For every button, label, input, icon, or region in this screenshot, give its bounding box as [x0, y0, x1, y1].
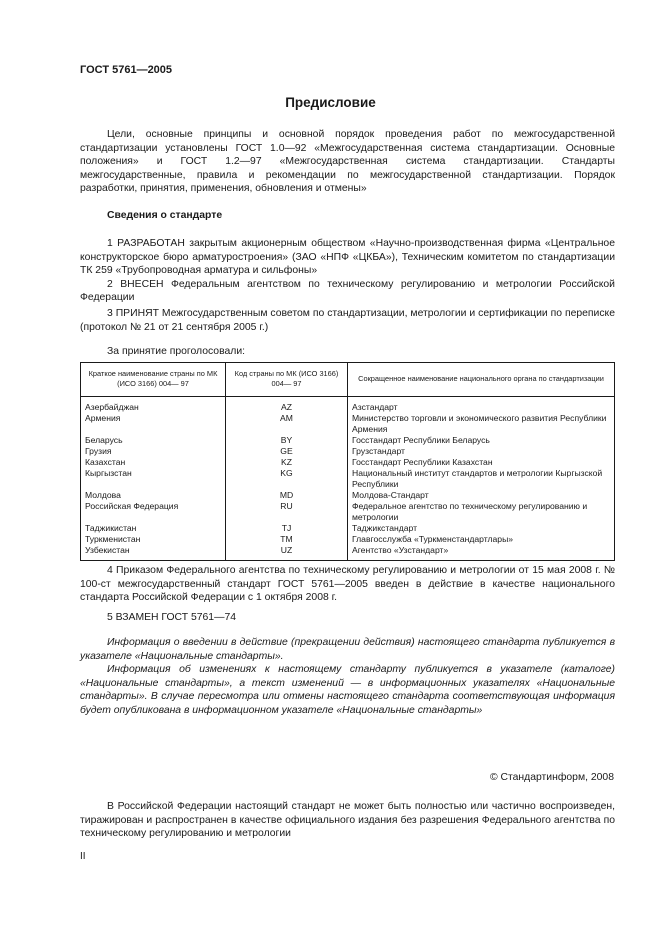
table-row — [81, 413, 615, 435]
country-cell: Казахстан — [81, 457, 226, 468]
table-row — [81, 435, 615, 446]
table-row — [81, 457, 615, 468]
section-heading: Сведения о стандарте — [107, 210, 223, 221]
item-4: 4 Приказом Федерального агентства по техническому регулированию и метрологии от 15 мая 2008 г. № 100-ст межгосударственный стандарт ГОСТ 5761—2005 введен в действие в качестве национального стандарта Российской Федерации с 1 октября 2008 г. — [80, 565, 615, 604]
table-row — [81, 446, 615, 457]
org-cell: Федеральное агентство по техническому регулированию и метрологии — [348, 501, 615, 523]
code-cell: MD — [226, 490, 348, 501]
standard-code-header: ГОСТ 5761—2005 — [80, 64, 173, 76]
table-row — [81, 545, 615, 561]
table-row — [81, 523, 615, 534]
country-cell: Кыргызстан — [81, 468, 226, 490]
org-cell: Таджикстандарт — [348, 523, 615, 534]
org-cell: Главгосслужба «Туркменстандартлары» — [348, 534, 615, 545]
voting-table — [80, 362, 615, 561]
table-header-row — [81, 363, 615, 397]
org-cell: Агентство «Узстандарт» — [348, 545, 615, 561]
country-cell: Армения — [81, 413, 226, 435]
code-cell: BY — [226, 435, 348, 446]
item-2: 2 ВНЕСЕН Федеральным агентством по техническому регулированию и метрологии Российской Федерации — [80, 278, 615, 304]
intro-paragraph: Цели, основные принципы и основной порядок проведения работ по межгосударственной стандартизации установлены ГОСТ 1.0—92 «Межгосударственная система стандартизации. Основные положения» и ГОСТ 1.2—97 «Межгосударственная система стандартизации. Стандарты межгосударственные, правила и рекомендации по межгосударственной стандартизации. Порядок разработки, принятия, применения, обновления и отмены» — [80, 129, 615, 195]
org-cell: Азстандарт — [348, 397, 615, 414]
page-number: II — [80, 851, 86, 862]
copyright: © Стандартинформ, 2008 — [489, 772, 614, 783]
column-header-country: Краткое наименование страны по МК (ИСО 3166) 004— 97 — [81, 363, 226, 397]
page-title: Предисловие — [285, 95, 376, 110]
code-cell: KG — [226, 468, 348, 490]
code-cell: KZ — [226, 457, 348, 468]
code-cell: RU — [226, 501, 348, 523]
items-block — [80, 237, 615, 334]
column-header-code: Код страны по МК (ИСО 3166) 004— 97 — [226, 363, 348, 397]
country-cell: Российская Федерация — [81, 501, 226, 523]
org-cell: Молдова-Стандарт — [348, 490, 615, 501]
table-row — [81, 490, 615, 501]
item-1: 1 РАЗРАБОТАН закрытым акционерным обществом «Научно-производственная фирма «Центральное конструкторское бюро арматуростроения» (ЗАО «НПФ «ЦКБА»), Техническим комитетом по стандартизации ТК 259 «Трубопроводная арматура и сильфоны» — [80, 238, 615, 277]
country-cell: Молдова — [81, 490, 226, 501]
org-cell: Национальный институт стандартов и метрологии Кыргызской Республики — [348, 468, 615, 490]
country-cell: Узбекистан — [81, 545, 226, 561]
code-cell: GE — [226, 446, 348, 457]
code-cell: AZ — [226, 397, 348, 414]
org-cell: Министерство торговли и экономического развития Республики Армения — [348, 413, 615, 435]
code-cell: TM — [226, 534, 348, 545]
country-cell: Азербайджан — [81, 397, 226, 414]
code-cell: AM — [226, 413, 348, 435]
item-5: 5 ВЗАМЕН ГОСТ 5761—74 — [107, 612, 237, 623]
column-header-org: Сокращенное наименование национального органа по стандартизации — [348, 363, 615, 397]
item-3: 3 ПРИНЯТ Межгосударственным советом по стандартизации, метрологии и сертификации по переписке (протокол № 21 от 21 сентября 2005 г.) — [80, 307, 615, 333]
org-cell: Госстандарт Республики Казахстан — [348, 457, 615, 468]
table-row — [81, 501, 615, 523]
table-row — [81, 534, 615, 545]
info-block — [80, 636, 615, 718]
table-row — [81, 468, 615, 490]
country-cell: Беларусь — [81, 435, 226, 446]
org-cell: Госстандарт Республики Беларусь — [348, 435, 615, 446]
country-cell: Грузия — [81, 446, 226, 457]
info-paragraph-2: Информация об изменениях к настоящему стандарту публикуется в указателе (каталоге) «Национальные стандарты», а текст изменений — в информационных указателях «Национальные стандарты». В случае пересмотра или отмены настоящего стандарта соответствующая информация будет опубликована в информационном указателе «Национальные стандарты» — [80, 664, 615, 716]
code-cell: UZ — [226, 545, 348, 561]
org-cell: Грузстандарт — [348, 446, 615, 457]
code-cell: TJ — [226, 523, 348, 534]
info-paragraph-1: Информация о введении в действие (прекращении действия) настоящего стандарта публикуется в указателе «Национальные стандарты». — [80, 637, 615, 662]
country-cell: Туркменистан — [81, 534, 226, 545]
vote-label: За принятие проголосовали: — [107, 346, 246, 357]
legal-paragraph: В Российской Федерации настоящий стандарт не может быть полностью или частично воспроизведен, тиражирован и распространен в качестве официального издания без разрешения Федерального агентства по техническому регулированию и метрологии — [80, 801, 615, 840]
table-row — [81, 397, 615, 414]
table-body — [81, 397, 615, 561]
country-cell: Таджикистан — [81, 523, 226, 534]
